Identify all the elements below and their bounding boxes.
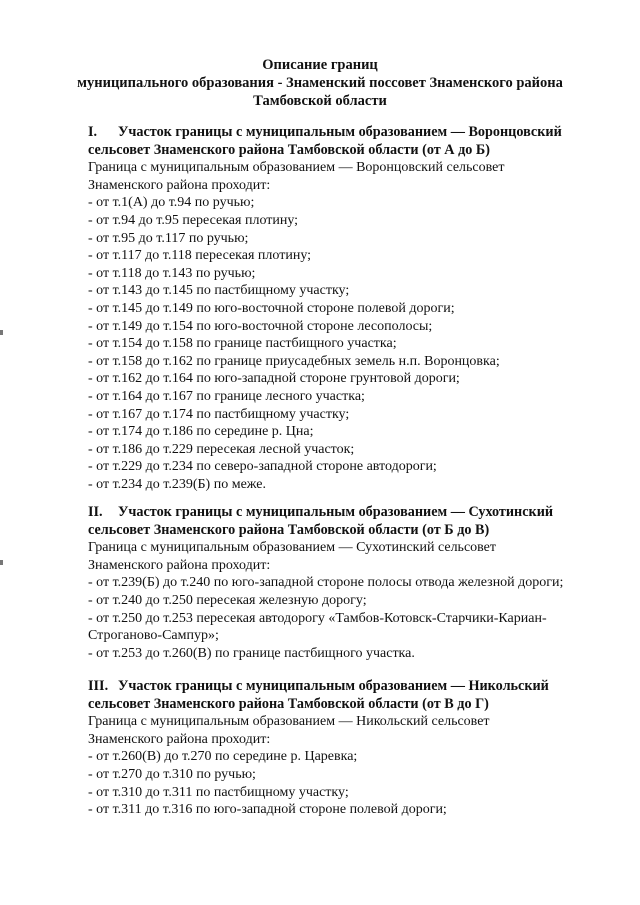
list-item: - от т.118 до т.143 по ручью; bbox=[88, 265, 256, 281]
list-item: - от т.311 до т.316 по юго-западной стороне полевой дороги; bbox=[88, 802, 447, 818]
section-intro-line-1: Граница с муниципальным образованием — Сухотинский сельсовет bbox=[88, 540, 497, 556]
title-line-1: Описание границ bbox=[262, 57, 378, 73]
section-heading-line-1 bbox=[88, 124, 608, 142]
section-intro-line-1: Граница с муниципальным образованием — Никольский сельсовет bbox=[88, 714, 490, 730]
list-item: - от т.117 до т.118 пересекая плотину; bbox=[88, 248, 312, 264]
section-numeral: II. bbox=[88, 504, 103, 520]
section-heading-line-1 bbox=[88, 504, 608, 522]
list-item: - от т.1(А) до т.94 по ручью; bbox=[88, 195, 255, 211]
list-item: - от т.239(Б) до т.240 по юго-западной стороне полосы отвода железной дороги; bbox=[88, 575, 564, 591]
section-intro-line-2: Знаменского района проходит: bbox=[88, 177, 271, 193]
list-item: - от т.162 до т.164 по юго-западной стороне грунтовой дороги; bbox=[88, 371, 460, 387]
list-item: - от т.143 до т.145 по пастбищному участку; bbox=[88, 283, 350, 299]
section-numeral: I. bbox=[88, 124, 98, 140]
list-item: - от т.167 до т.174 по пастбищному участку; bbox=[88, 406, 350, 422]
list-item: Строганово-Сампур»; bbox=[88, 628, 219, 644]
section-heading-line-2: сельсовет Знаменского района Тамбовской области (от Б до В) bbox=[88, 521, 490, 538]
list-item: - от т.253 до т.260(В) по границе пастбищного участка. bbox=[88, 645, 415, 661]
list-item: - от т.154 до т.158 по границе пастбищного участка; bbox=[88, 336, 397, 352]
section-heading-line-1 bbox=[88, 678, 608, 696]
section-intro-line-2: Знаменского района проходит: bbox=[88, 557, 271, 573]
section-heading-text: Участок границы с муниципальным образованием — Сухотинский bbox=[118, 504, 554, 520]
scan-edge-mark bbox=[0, 330, 3, 335]
list-item: - от т.186 до т.229 пересекая лесной участок; bbox=[88, 441, 355, 457]
list-item: - от т.260(В) до т.270 по середине р. Царевка; bbox=[88, 749, 358, 765]
title-line-3: Тамбовской области bbox=[253, 93, 387, 109]
list-item: - от т.240 до т.250 пересекая железную дорогу; bbox=[88, 592, 367, 608]
list-item: - от т.229 до т.234 по северо-западной стороне автодороги; bbox=[88, 459, 437, 475]
list-item: - от т.310 до т.311 по пастбищному участку; bbox=[88, 784, 349, 800]
list-item: - от т.145 до т.149 по юго-восточной стороне полевой дороги; bbox=[88, 300, 455, 316]
section-heading-line-2: сельсовет Знаменского района Тамбовской области (от А до Б) bbox=[88, 141, 490, 158]
section-heading-line-2: сельсовет Знаменского района Тамбовской области (от В до Г) bbox=[88, 695, 489, 712]
list-item: - от т.149 до т.154 по юго-восточной стороне лесополосы; bbox=[88, 318, 433, 334]
section-heading-text: Участок границы с муниципальным образованием — Воронцовский bbox=[118, 124, 562, 140]
section-1 bbox=[88, 124, 608, 493]
list-item: - от т.174 до т.186 по середине р. Цна; bbox=[88, 424, 314, 440]
list-item: - от т.164 до т.167 по границе лесного участка; bbox=[88, 388, 365, 404]
list-item: - от т.158 до т.162 по границе приусадебных земель н.п. Воронцовка; bbox=[88, 353, 500, 369]
list-item: - от т.95 до т.117 по ручью; bbox=[88, 230, 249, 246]
list-item: - от т.234 до т.239(Б) по меже. bbox=[88, 476, 266, 492]
list-item: - от т.250 до т.253 пересекая автодорогу «Тамбов-Котовск-Старчики-Кариан- bbox=[88, 610, 547, 626]
scan-edge-mark bbox=[0, 560, 3, 565]
section-heading-text: Участок границы с муниципальным образованием — Никольский bbox=[118, 678, 549, 694]
list-item: - от т.94 до т.95 пересекая плотину; bbox=[88, 212, 299, 228]
section-intro-line-2: Знаменского района проходит: bbox=[88, 731, 271, 747]
title-line-2: муниципального образования - Знаменский поссовет Знаменского района bbox=[77, 75, 563, 91]
section-2 bbox=[88, 504, 608, 662]
section-3 bbox=[88, 678, 608, 819]
section-intro-line-1: Граница с муниципальным образованием — Воронцовский сельсовет bbox=[88, 160, 505, 176]
section-numeral: III. bbox=[88, 678, 109, 694]
document-title bbox=[60, 56, 580, 110]
list-item: - от т.270 до т.310 по ручью; bbox=[88, 766, 256, 782]
